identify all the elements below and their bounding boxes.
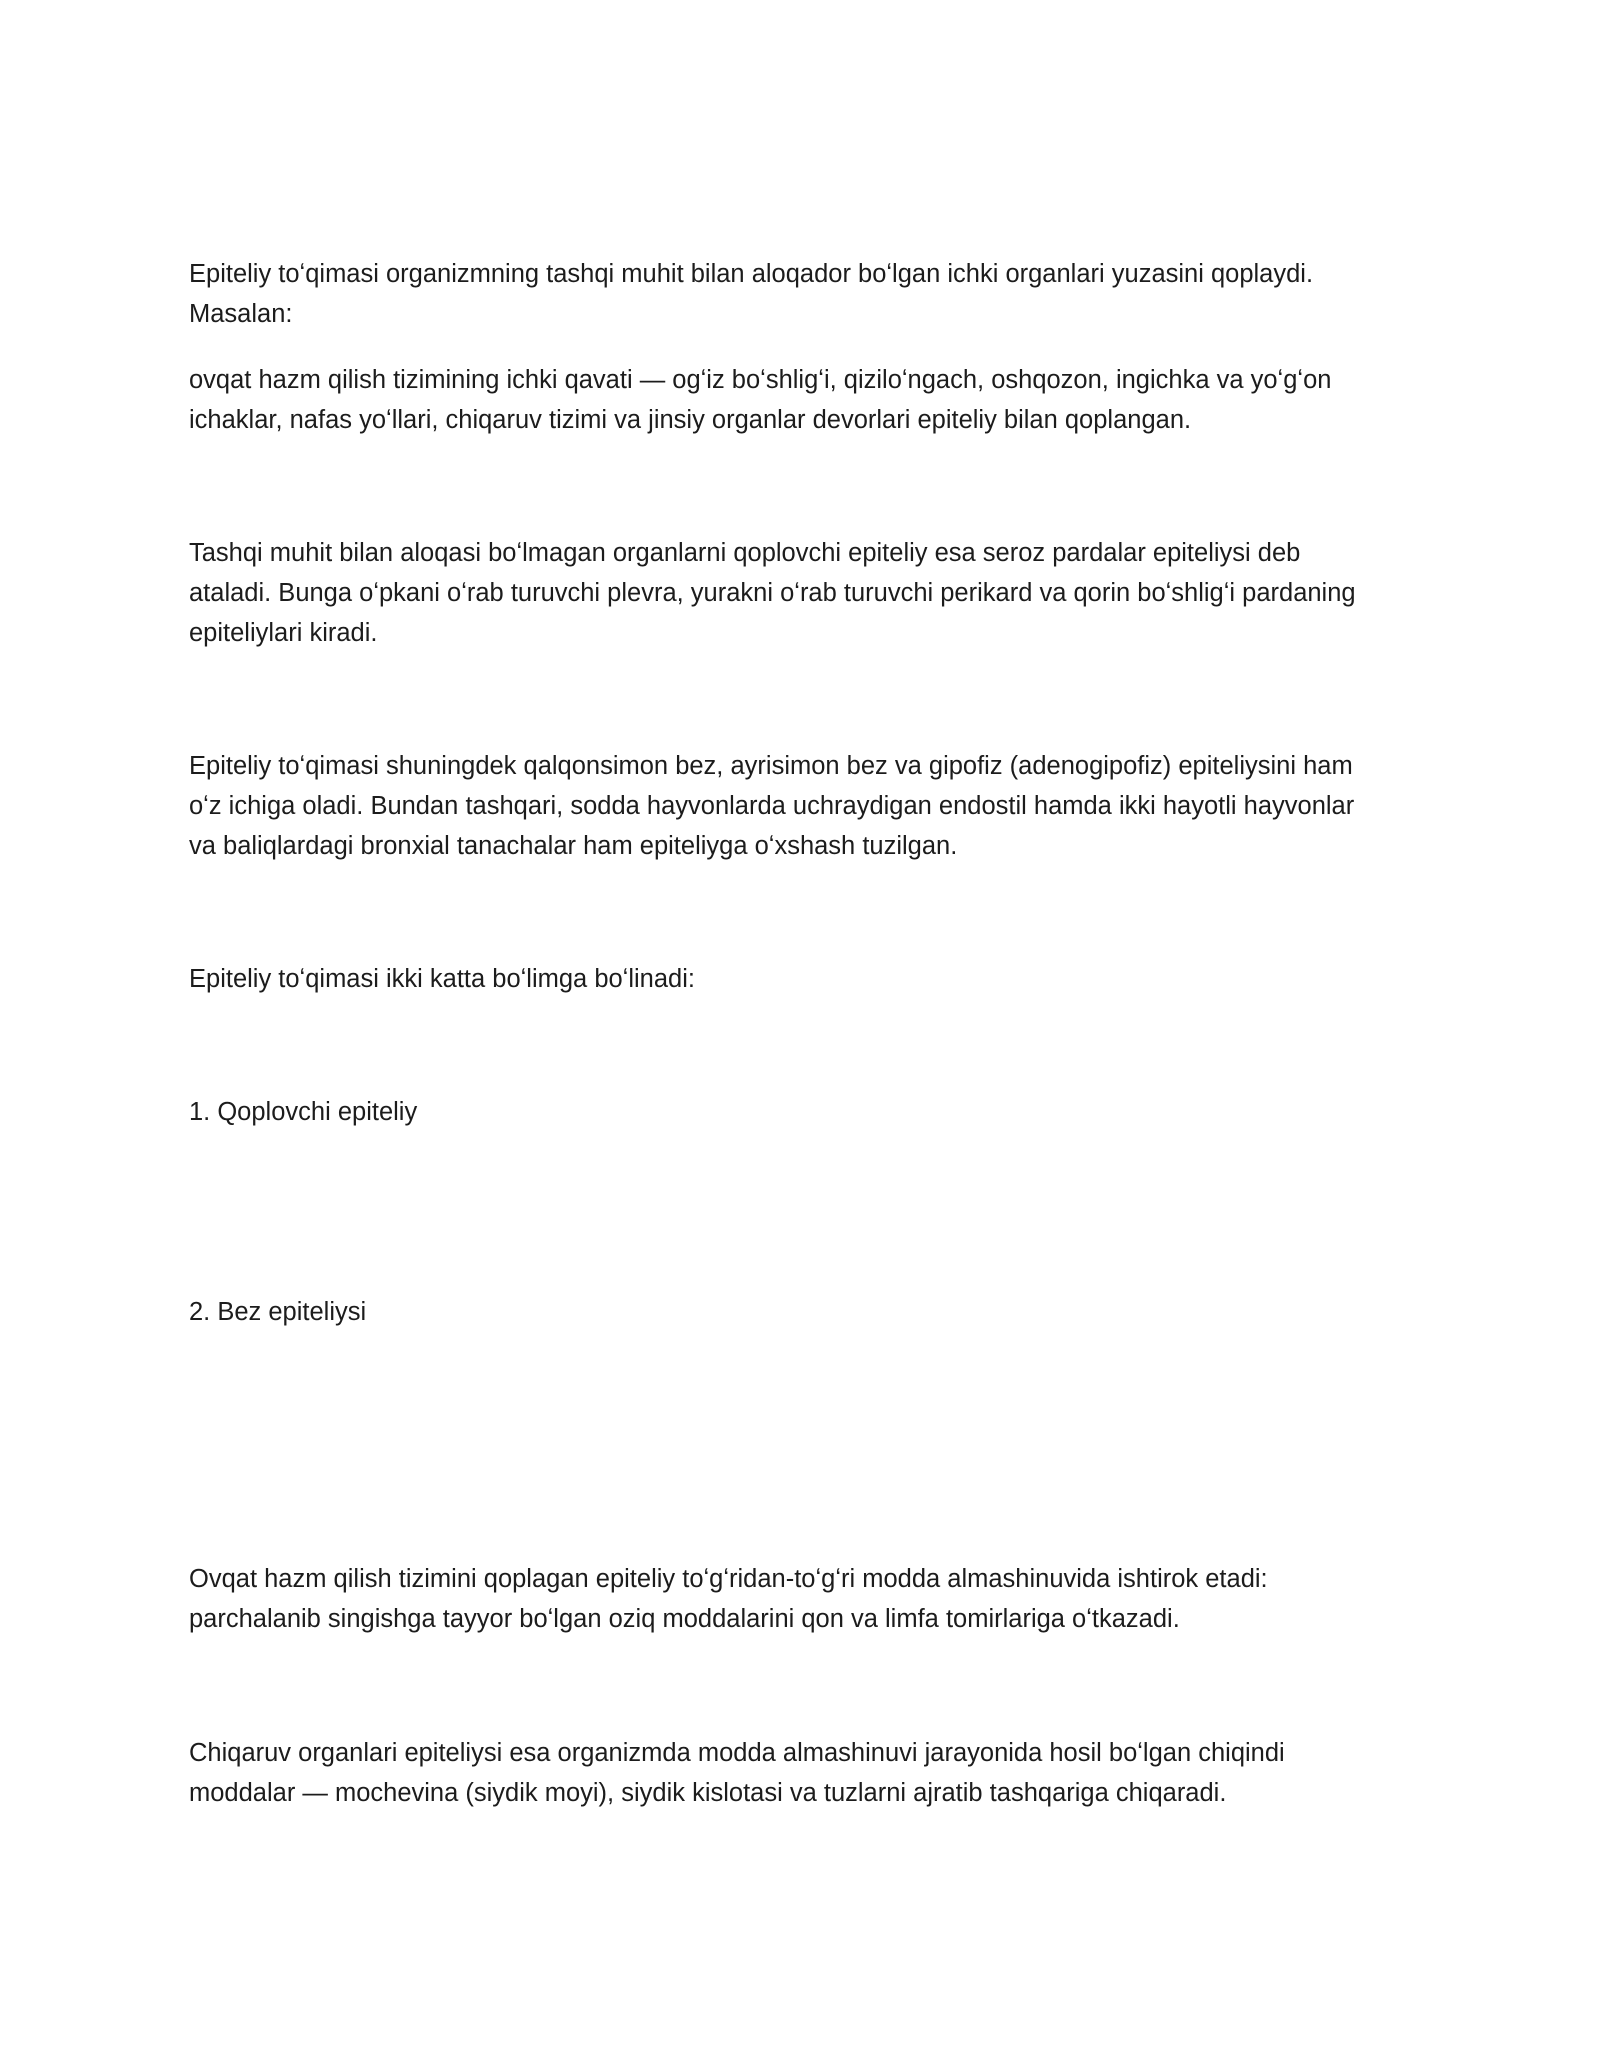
text-line: ovqat hazm qilish tizimining ichki qavati — ogʻiz boʻshligʻi, qiziloʻngach, oshqozon, ingichka va yoʻgʻon [189,366,1332,394]
text-line: parchalanib singishga tayyor boʻlgan oziq moddalarini qon va limfa tomirlariga oʻtkazadi. [189,1605,1180,1633]
list-item-glandular-epithelium [189,1292,1429,1332]
text-line: Masalan: [189,300,293,328]
text-line: 1. Qoplovchi epiteliy [189,1098,418,1126]
paragraph-excretory-function [189,1733,1429,1813]
paragraph-glandular-organs [189,746,1429,866]
text-line: epiteliylari kiradi. [189,619,378,647]
list-item-covering-epithelium [189,1092,1429,1132]
paragraph-serous-epithelium [189,533,1429,653]
text-line: Chiqaruv organlari epiteliysi esa organizmda modda almashinuvi jarayonida hosil boʻlgan chiqindi [189,1739,1285,1767]
text-line: ataladi. Bunga oʻpkani oʻrab turuvchi plevra, yurakni oʻrab turuvchi perikard va qorin boʻshligʻi pardaning [189,579,1356,607]
text-line: Epiteliy toʻqimasi ikki katta boʻlimga boʻlinadi: [189,965,695,993]
text-line: Tashqi muhit bilan aloqasi boʻlmagan organlarni qoplovchi epiteliy esa seroz pardalar epiteliysi deb [189,539,1301,567]
paragraph-two-sections [189,959,1429,999]
text-line: ichaklar, nafas yoʻllari, chiqaruv tizimi va jinsiy organlar devorlari epiteliy bilan qoplangan. [189,406,1192,434]
text-line: oʻz ichiga oladi. Bundan tashqari, sodda hayvonlarda uchraydigan endostil hamda ikki hayotli hayvonlar [189,792,1355,820]
text-line: Ovqat hazm qilish tizimini qoplagan epiteliy toʻgʻridan-toʻgʻri modda almashinuvida ishtirok etadi: [189,1565,1268,1593]
paragraph-epithelium-definition [189,254,1429,334]
paragraph-digestive-lining [189,360,1429,440]
text-line: moddalar — mochevina (siydik moyi), siydik kislotasi va tuzlarni ajratib tashqariga chiqaradi. [189,1779,1227,1807]
text-line: va baliqlardagi bronxial tanachalar ham epiteliyga oʻxshash tuzilgan. [189,832,958,860]
text-line: Epiteliy toʻqimasi shuningdek qalqonsimon bez, ayrisimon bez va gipofiz (adenogipofiz) epiteliysini ham [189,752,1353,780]
text-line: 2. Bez epiteliysi [189,1298,367,1326]
text-line: Epiteliy toʻqimasi organizmning tashqi muhit bilan aloqador boʻlgan ichki organlari yuzasini qoplaydi. [189,260,1314,288]
paragraph-digestive-function [189,1559,1429,1639]
